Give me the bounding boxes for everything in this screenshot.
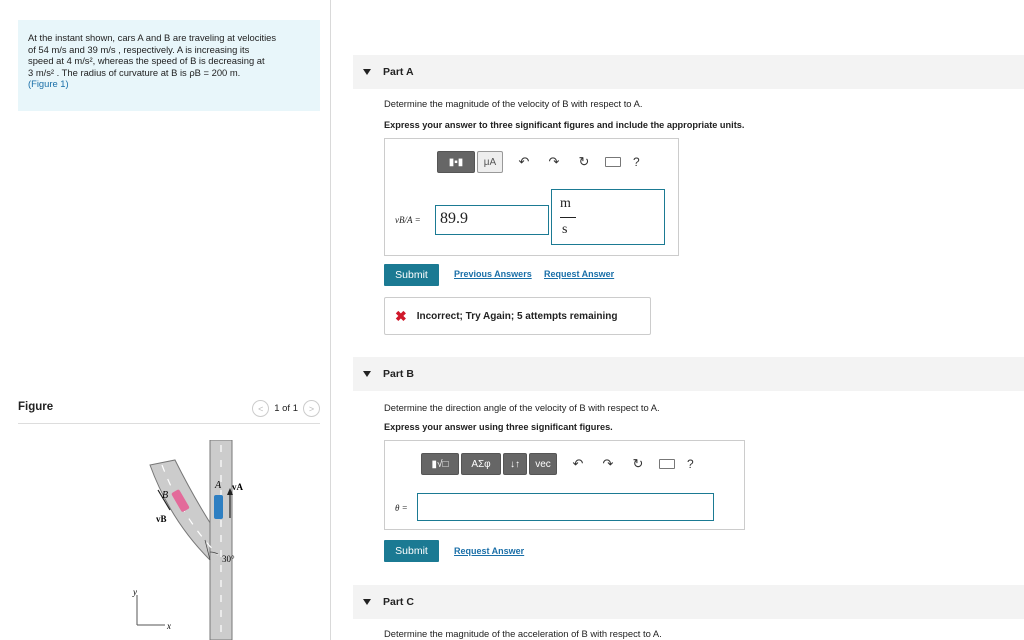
- part-a-answer-box: [384, 138, 679, 256]
- template-button[interactable]: ▮▪▮: [437, 151, 475, 173]
- units-button[interactable]: μA: [477, 151, 503, 173]
- previous-answers-link[interactable]: Previous Answers: [454, 269, 532, 279]
- problem-line-2: of 54 m/s and 39 m/s , respectively. A is increasing its: [28, 43, 250, 55]
- label-a: A: [215, 480, 222, 491]
- part-a-variable-label: vB/A =: [395, 215, 421, 225]
- label-vb: vB: [156, 514, 167, 524]
- right-panel: [331, 0, 1024, 640]
- reset-icon[interactable]: ↻: [632, 456, 644, 471]
- fraction-bar: [560, 217, 576, 218]
- label-b: B: [162, 490, 169, 501]
- part-a-title: Part A: [383, 66, 414, 78]
- help-icon[interactable]: ?: [687, 457, 694, 471]
- part-b-title: Part B: [383, 368, 414, 380]
- part-a-request-answer-link[interactable]: Request Answer: [544, 269, 615, 279]
- part-b-variable-label: θ =: [395, 503, 408, 513]
- feedback-text: Incorrect; Try Again; 5 attempts remaining: [416, 310, 618, 322]
- part-b-submit-button[interactable]: Submit: [384, 540, 439, 562]
- redo-icon[interactable]: ↷: [548, 154, 560, 169]
- redo-icon[interactable]: ↷: [602, 456, 614, 471]
- label-angle: 30°: [222, 554, 235, 564]
- xy-axes: [125, 585, 185, 635]
- part-a-unit-input[interactable]: [551, 189, 665, 245]
- error-x-icon: ✖: [395, 307, 407, 324]
- part-c-title: Part C: [383, 596, 414, 608]
- collapse-triangle-icon: [363, 599, 371, 605]
- part-b-answer-box: [384, 440, 745, 530]
- undo-icon[interactable]: ↶: [518, 154, 530, 169]
- vector-button[interactable]: vec: [529, 453, 557, 475]
- part-a-header[interactable]: [353, 55, 1024, 89]
- part-a-question: Determine the magnitude of the velocity of B with respect to A.: [384, 98, 643, 109]
- problem-statement: [18, 20, 320, 111]
- figure-title: Figure: [18, 401, 54, 413]
- label-va: vA: [232, 482, 243, 492]
- part-c-header[interactable]: [353, 585, 1024, 619]
- part-a-feedback: [384, 297, 651, 335]
- problem-line-1: At the instant shown, cars A and B are traveling at velocities: [28, 32, 277, 43]
- figure-pager: [252, 400, 320, 417]
- problem-line-3: speed at 4 m/s², whereas the speed of B is decreasing at: [28, 55, 265, 67]
- part-c-question: Determine the magnitude of the acceleration of B with respect to A.: [384, 628, 662, 639]
- part-a-value-input[interactable]: 89.9: [435, 205, 549, 235]
- next-figure-button[interactable]: >: [303, 400, 320, 417]
- part-b-value-input[interactable]: [417, 493, 714, 521]
- template-button[interactable]: ▮√□: [421, 453, 459, 475]
- part-b-header[interactable]: [353, 357, 1024, 391]
- part-b-request-answer-link[interactable]: Request Answer: [454, 546, 525, 556]
- part-b-instruction: Express your answer using three significant figures.: [384, 422, 613, 432]
- undo-icon[interactable]: ↶: [572, 456, 584, 471]
- reset-icon[interactable]: ↻: [578, 154, 590, 169]
- prev-figure-button[interactable]: <: [252, 400, 269, 417]
- part-b-question: Determine the direction angle of the velocity of B with respect to A.: [384, 402, 660, 413]
- axis-x-label: x: [167, 621, 171, 631]
- keyboard-icon[interactable]: [605, 157, 621, 167]
- help-icon[interactable]: ?: [633, 155, 640, 169]
- collapse-triangle-icon: [363, 371, 371, 377]
- left-panel: [0, 0, 330, 640]
- arrows-button[interactable]: ↓↑: [503, 453, 527, 475]
- axis-y-label: y: [133, 587, 137, 597]
- problem-line-4: 3 m/s² . The radius of curvature at B is ρB = 200 m.: [28, 66, 241, 78]
- car-a: [214, 495, 223, 519]
- part-a-submit-button[interactable]: Submit: [384, 264, 439, 286]
- figure-link[interactable]: (Figure 1): [28, 78, 69, 90]
- unit-numerator: m: [560, 196, 571, 211]
- part-a-toolbar: [437, 151, 640, 173]
- unit-denominator: s: [562, 222, 568, 237]
- keyboard-icon[interactable]: [659, 459, 675, 469]
- greek-button[interactable]: ΑΣφ: [461, 453, 501, 475]
- collapse-triangle-icon: [363, 69, 371, 75]
- figure-header: [18, 400, 320, 424]
- part-b-toolbar: [421, 453, 694, 475]
- pager-label: 1 of 1: [274, 403, 298, 414]
- part-a-instruction: Express your answer to three significant figures and include the appropriate units.: [384, 120, 745, 130]
